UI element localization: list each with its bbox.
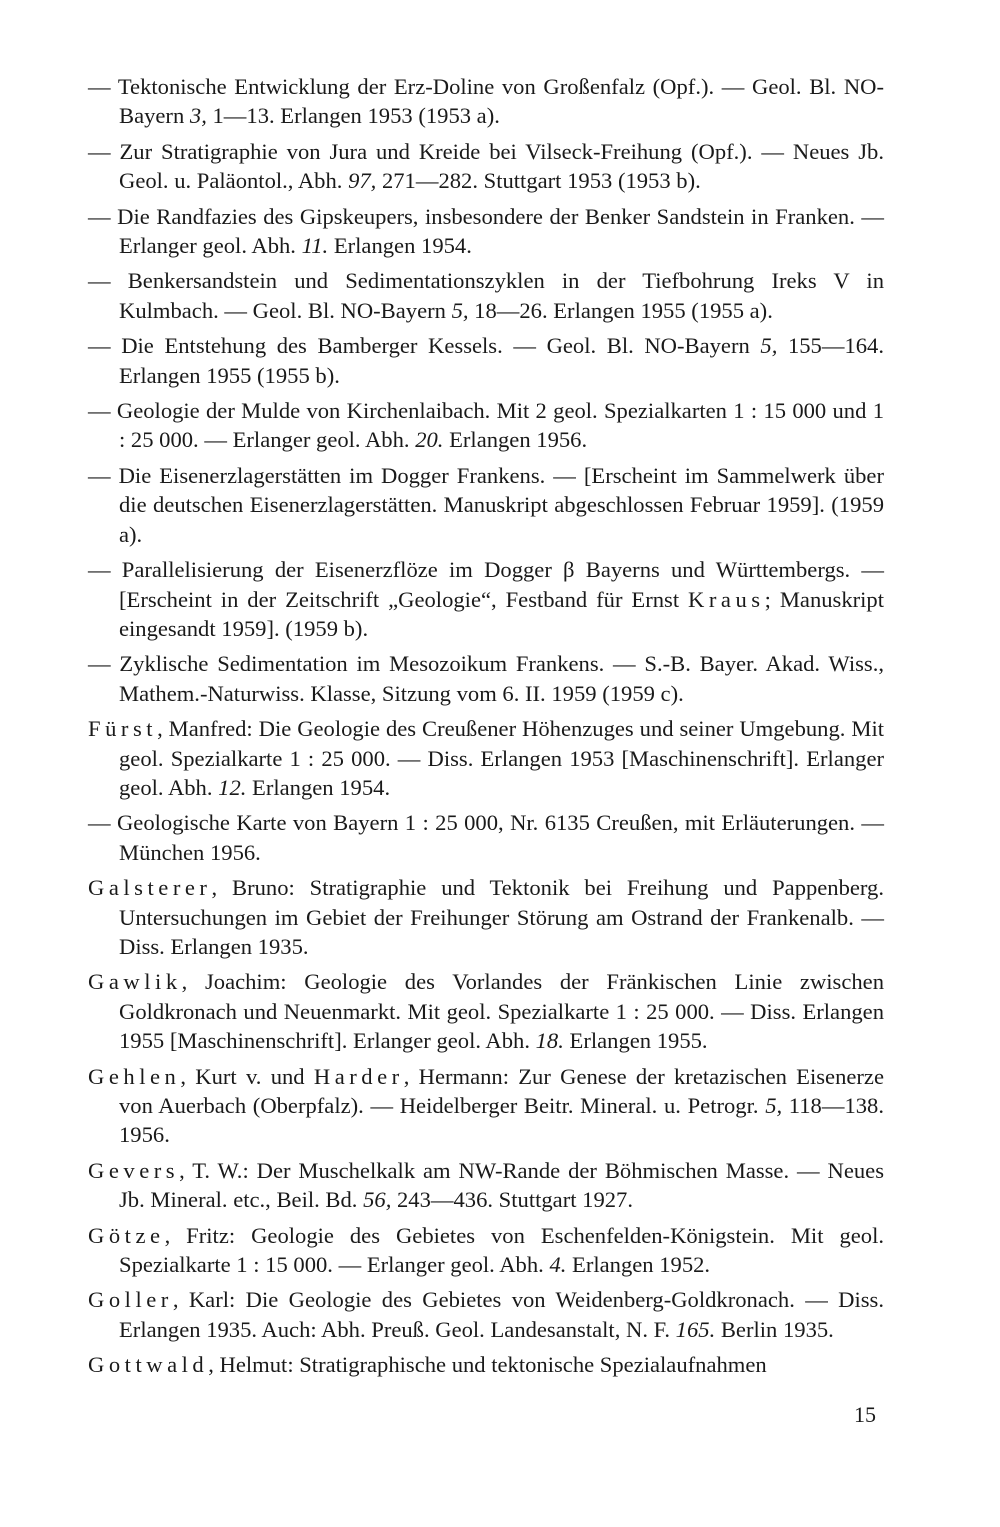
bibliography-entry bbox=[88, 461, 884, 549]
entry-text: , Joachim: Geologie des Vorlandes der Fränkischen Linie zwischen Goldkronach und Neuenmarkt. Mit geol. Spezialkarte 1 : 25 000. — Diss. Erlangen 1955 [Maschinenschrift]. Erlanger geol. Abh. bbox=[119, 969, 884, 1054]
author-surname: Gawlik bbox=[88, 969, 182, 995]
author-surname: Galsterer bbox=[88, 875, 212, 901]
volume-number: 5, bbox=[451, 297, 469, 323]
entry-text: Erlangen 1954. bbox=[246, 774, 391, 800]
bibliography-entry bbox=[88, 1285, 884, 1344]
bibliography-entry bbox=[88, 967, 884, 1055]
entry-text: , Bruno: Stratigraphie und Tektonik bei Freihung und Pappenberg. Untersuchungen im Gebiet der Freihunger Störung am Ostrand der Frankenalb. — Diss. Erlangen 1935. bbox=[119, 875, 884, 959]
entry-text: — Tektonische Entwicklung der Erz-Doline von Großenfalz (Opf.). — Geol. Bl. NO-Bayern bbox=[88, 74, 884, 129]
entry-text: Berlin 1935. bbox=[715, 1316, 834, 1342]
author-surname: Gevers bbox=[88, 1157, 180, 1183]
entry-text: 243—436. Stuttgart 1927. bbox=[391, 1187, 633, 1213]
entry-text: — Zur Stratigraphie von Jura und Kreide bei Vilseck-Freihung (Opf.). — Neues Jb. Geol. u. Paläontol., Abh. bbox=[88, 138, 884, 194]
volume-number: 97, bbox=[348, 168, 377, 194]
entry-text: — Die Randfazies des Gipskeupers, insbesondere der Benker Sandstein in Franken. — Erlanger geol. Abh. bbox=[88, 203, 884, 259]
author-surname: Gottwald bbox=[88, 1352, 209, 1378]
entry-text: , Manfred: Die Geologie des Creußener Höhenzuges und seiner Umgebung. Mit geol. Spezialkarte 1 : 25 000. — Diss. Erlangen 1953 [Maschinenschrift]. Erlanger geol. Abh. bbox=[119, 716, 884, 800]
bibliography-entry bbox=[88, 1221, 884, 1280]
entry-text: 118—138. 1956. bbox=[119, 1093, 884, 1148]
volume-number: 11. bbox=[301, 233, 329, 259]
entry-text: , Hermann: Zur Genese der kretazischen Eisenerze von Auerbach (Oberpfalz). — Heidelberger Beitr. Mineral. u. Petrogr. bbox=[119, 1063, 884, 1118]
volume-number: 18. bbox=[535, 1028, 564, 1054]
entry-text: — Geologische Karte von Bayern 1 : 25 000, Nr. 6135 Creußen, mit Erläuterungen. — München 1956. bbox=[88, 810, 884, 865]
bibliography-entry bbox=[88, 1062, 884, 1150]
bibliography-list bbox=[88, 72, 884, 1386]
bibliography-entry bbox=[88, 266, 884, 325]
entry-text: — Zyklische Sedimentation im Mesozoikum Frankens. — S.-B. Bayer. Akad. Wiss., Mathem.-Naturwiss. Klasse, Sitzung vom 6. II. 1959 (1959 c). bbox=[88, 651, 884, 706]
author-surname: Fürst bbox=[88, 716, 158, 742]
entry-text: — Geologie der Mulde von Kirchenlaibach. Mit 2 geol. Spezialkarten 1 : 15 000 und 1 : 25 000. — Erlanger geol. Abh. bbox=[88, 398, 884, 453]
entry-text: Erlangen 1952. bbox=[566, 1252, 711, 1278]
entry-text: ; Manuskript eingesandt 1959]. (1959 b). bbox=[119, 586, 885, 641]
volume-number: 5, bbox=[760, 333, 778, 359]
bibliography-entry bbox=[88, 1350, 884, 1379]
entry-text: — Die Eisenerzlagerstätten im Dogger Frankens. — [Erscheint im Sammelwerk über die deutschen Eisenerzlagerstätten. Manuskript abgeschlossen Februar 1959]. (1959 a). bbox=[88, 462, 884, 547]
entry-text: 1—13. Erlangen 1953 (1953 a). bbox=[206, 103, 500, 129]
page-number: 15 bbox=[854, 1402, 876, 1427]
bibliography-entry bbox=[88, 331, 884, 390]
entry-text: — Parallelisierung der Eisenerzflöze im Dogger β Bayerns und Württembergs. — [Erscheint in der Zeitschrift „Geologie“, Festband für Ernst bbox=[88, 557, 884, 612]
entry-text: , Fritz: Geologie des Gebietes von Eschenfelden-Königstein. Mit geol. Spezialkarte 1 : 15 000. — Erlanger geol. Abh. bbox=[119, 1222, 884, 1278]
volume-number: 4. bbox=[549, 1252, 567, 1278]
bibliography-entry bbox=[88, 1156, 884, 1215]
entry-text: , T. W.: Der Muschelkalk am NW-Rande der Böhmischen Masse. — Neues Jb. Mineral. etc., Beil. Bd. bbox=[119, 1157, 884, 1213]
entry-text: 271—282. Stuttgart 1953 (1953 b). bbox=[376, 168, 701, 194]
entry-text: Erlangen 1956. bbox=[443, 427, 588, 453]
entry-text: , Kurt v. und bbox=[180, 1063, 314, 1089]
volume-number: 12. bbox=[218, 774, 247, 800]
volume-number: 3, bbox=[189, 103, 207, 129]
bibliography-entry bbox=[88, 202, 884, 261]
entry-text: — Die Entstehung des Bamberger Kessels. — Geol. Bl. NO-Bayern bbox=[88, 333, 761, 359]
bibliography-entry bbox=[88, 808, 884, 867]
bibliography-entry bbox=[88, 714, 884, 802]
author-surname: Harder bbox=[313, 1063, 404, 1089]
volume-number: 56, bbox=[363, 1187, 392, 1213]
entry-text: Erlangen 1955. bbox=[563, 1028, 708, 1054]
entry-text: , Helmut: Stratigraphische und tektonische Spezialaufnahmen bbox=[208, 1352, 767, 1378]
volume-number: 165. bbox=[675, 1316, 716, 1342]
author-surname: Gehlen bbox=[88, 1063, 181, 1089]
bibliography-entry bbox=[88, 137, 884, 196]
entry-text: Erlangen 1954. bbox=[328, 233, 472, 259]
entry-text: — Benkersandstein und Sedimentationszyklen in der Tiefbohrung Ireks V in Kulmbach. — Geol. Bl. NO-Bayern bbox=[88, 268, 884, 323]
volume-number: 20. bbox=[415, 427, 444, 453]
bibliography-entry bbox=[88, 873, 884, 961]
entry-text: 155—164. Erlangen 1955 (1955 b). bbox=[119, 333, 884, 388]
author-surname: Kraus bbox=[688, 586, 765, 612]
author-surname: Goller bbox=[88, 1287, 173, 1313]
entry-text: , Karl: Die Geologie des Gebietes von Weidenberg-Goldkronach. — Diss. Erlangen 1935. Auch: Abh. Preuß. Geol. Landesanstalt, N. F. bbox=[119, 1287, 884, 1342]
entry-text: 18—26. Erlangen 1955 (1955 a). bbox=[468, 297, 773, 323]
bibliography-entry bbox=[88, 72, 884, 131]
bibliography-entry bbox=[88, 396, 884, 455]
volume-number: 5, bbox=[765, 1093, 783, 1118]
bibliography-entry bbox=[88, 649, 884, 708]
bibliography-entry bbox=[88, 555, 884, 643]
author-surname: Götze bbox=[88, 1222, 165, 1248]
